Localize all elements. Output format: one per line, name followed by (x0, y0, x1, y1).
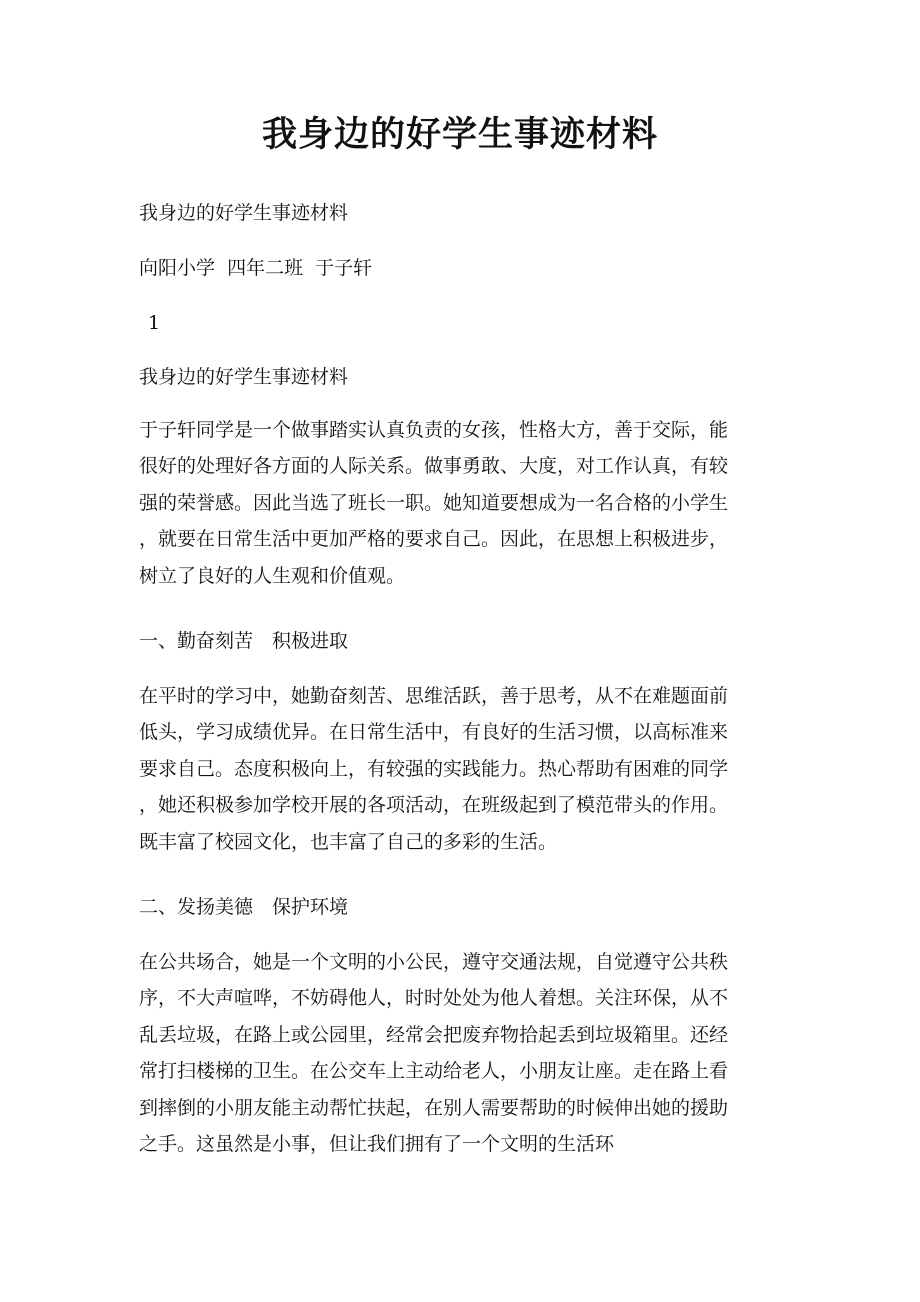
section2-paragraph (139, 944, 789, 1162)
intro-line: ，就要在日常生活中更加严格的要求自己。因此，在思想上积极进步， (139, 528, 729, 551)
section2-heading: 二、发扬美德 保护环境 (139, 896, 349, 918)
section1-line: 在平时的学习中，她勤奋刻苦、思维活跃，善于思考，从不在难题面前 (139, 685, 729, 707)
section2-line: 在公共场合，她是一个文明的小公民，遵守交通法规，自觉遵守公共秩 (139, 951, 729, 973)
section1-line: ，她还积极参加学校开展的各项活动，在班级起到了模范带头的作用。 (139, 794, 729, 817)
section1-line: 既丰富了校园文化，也丰富了自己的多彩的生活。 (139, 830, 558, 853)
intro-paragraph (139, 412, 789, 594)
intro-line: 很好的处理好各方面的人际关系。做事勇敢、大度，对工作认真，有较 (139, 455, 729, 478)
page-marker: 1 (148, 312, 161, 334)
section2-line: 之手。这虽然是小事，但让我们拥有了一个文明的生活环 (139, 1133, 615, 1156)
section1-heading: 一、勤奋刻苦 积极进取 (139, 630, 349, 652)
section1-line: 要求自己。态度积极向上，有较强的实践能力。热心帮助有困难的同学 (139, 757, 729, 780)
section2-line: 到摔倒的小朋友能主动帮忙扶起，在别人需要帮助的时候伸出她的援助 (139, 1096, 729, 1119)
author-line: 向阳小学 四年二班 于子轩 (139, 257, 373, 279)
section2-line: 常打扫楼梯的卫生。在公交车上主动给老人，小朋友让座。走在路上看 (139, 1060, 729, 1083)
section2-line: 乱丢垃圾，在路上或公园里，经常会把废弃物拾起丢到垃圾箱里。还经 (139, 1023, 729, 1046)
heading-repeat: 我身边的好学生事迹材料 (139, 366, 349, 388)
section1-paragraph (139, 678, 789, 860)
section1-line: 低头，学习成绩优异。在日常生活中，有良好的生活习惯，以高标准来 (139, 721, 729, 744)
intro-line: 强的荣誉感。因此当选了班长一职。她知道要想成为一名合格的小学生 (139, 491, 729, 514)
intro-line: 于子轩同学是一个做事踏实认真负责的女孩，性格大方，善于交际，能 (139, 419, 729, 441)
section2-line: 序，不大声喧哗，不妨碍他人，时时处处为他人着想。关注环保，从不 (139, 987, 729, 1010)
intro-line: 树立了良好的人生观和价值观。 (139, 564, 406, 587)
subtitle: 我身边的好学生事迹材料 (139, 202, 349, 224)
document-title: 我身边的好学生事迹材料 (261, 114, 658, 155)
